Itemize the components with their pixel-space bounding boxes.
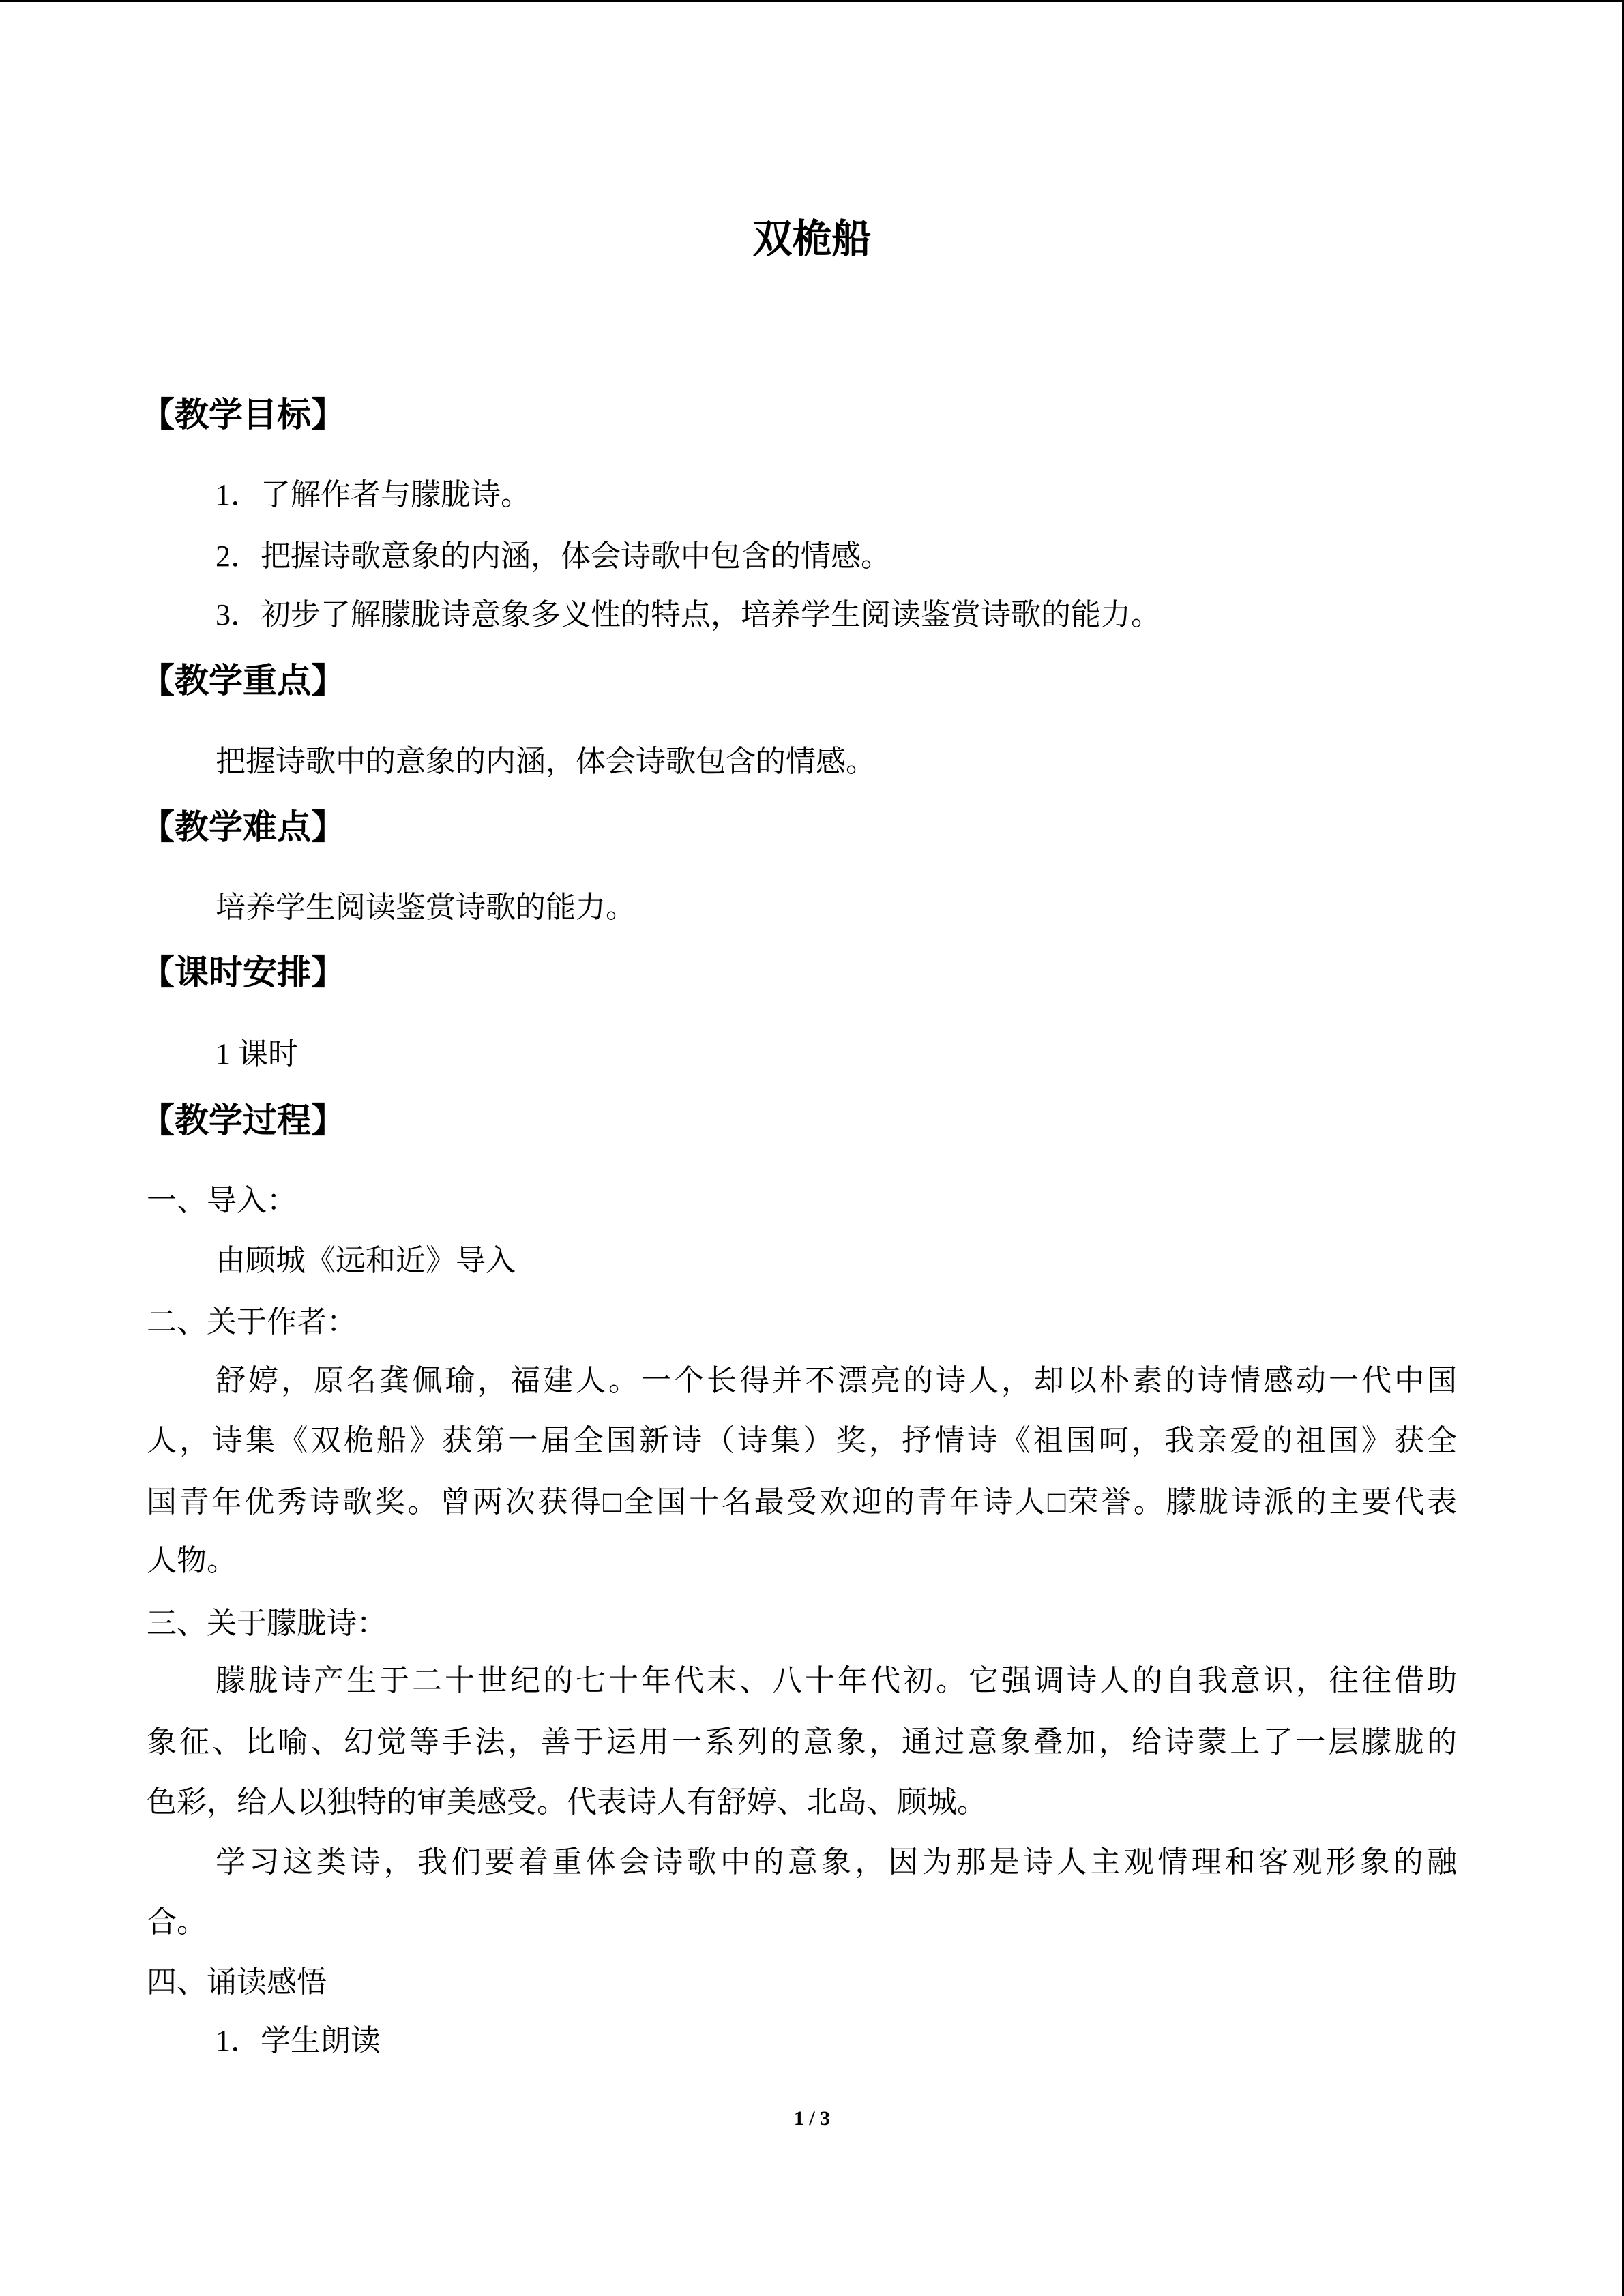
section-heading-process: 【教学过程】: [141, 1101, 345, 1140]
objective-item: 2．把握诗歌意象的内涵，体会诗歌中包含的情感。: [216, 539, 891, 573]
misty-poetry-paragraph-line: 学习这类诗，我们要着重体会诗歌中的意象，因为那是诗人主观情理和客观形象的融: [216, 1845, 1457, 1879]
document-title: 双桅船: [752, 215, 872, 262]
section-heading-schedule: 【课时安排】: [141, 953, 345, 992]
author-paragraph-line: 人，诗集《双桅船》获第一届全国新诗（诗集）奖，抒情诗《祖国呵，我亲爱的祖国》获全: [147, 1424, 1457, 1457]
author-paragraph-line: 舒婷，原名龚佩瑜，福建人。一个长得并不漂亮的诗人，却以朴素的诗情感动一代中国: [216, 1364, 1457, 1397]
section-heading-difficulty: 【教学难点】: [141, 807, 345, 847]
objective-item: 1．了解作者与朦胧诗。: [216, 478, 531, 511]
subheading-author: 二、关于作者：: [147, 1305, 357, 1339]
subheading-intro: 一、导入：: [147, 1184, 297, 1217]
page-number: 1 / 3: [793, 2107, 831, 2130]
misty-poetry-paragraph-line: 朦胧诗产生于二十世纪的七十年代末、八十年代初。它强调诗人的自我意识，往往借助: [216, 1664, 1457, 1697]
intro-text: 由顾城《远和近》导入: [216, 1244, 516, 1277]
misty-poetry-paragraph-line: 合。: [147, 1905, 207, 1939]
subheading-misty-poetry: 三、关于朦胧诗：: [147, 1607, 387, 1640]
subheading-reading: 四、诵读感悟: [147, 1965, 327, 1999]
key-point-text: 把握诗歌中的意象的内涵，体会诗歌包含的情感。: [216, 745, 876, 778]
section-heading-key-point: 【教学重点】: [141, 661, 345, 700]
schedule-text: 1 课时: [216, 1037, 298, 1071]
author-paragraph-line: 国青年优秀诗歌奖。曾两次获得□全国十名最受欢迎的青年诗人□荣誉。朦胧诗派的主要代表: [147, 1485, 1457, 1519]
misty-poetry-paragraph-line: 象征、比喻、幻觉等手法，善于运用一系列的意象，通过意象叠加，给诗蒙上了一层朦胧的: [147, 1725, 1457, 1759]
author-paragraph-line: 人物。: [147, 1544, 237, 1577]
difficulty-text: 培养学生阅读鉴赏诗歌的能力。: [216, 891, 636, 924]
page-top-border: [0, 0, 1624, 2]
objective-item: 3．初步了解朦胧诗意象多义性的特点，培养学生阅读鉴赏诗歌的能力。: [216, 598, 1161, 631]
section-heading-objectives: 【教学目标】: [141, 395, 345, 434]
misty-poetry-paragraph-line: 色彩，给人以独特的审美感受。代表诗人有舒婷、北岛、顾城。: [147, 1785, 987, 1819]
reading-item: 1．学生朗读: [216, 2024, 381, 2057]
